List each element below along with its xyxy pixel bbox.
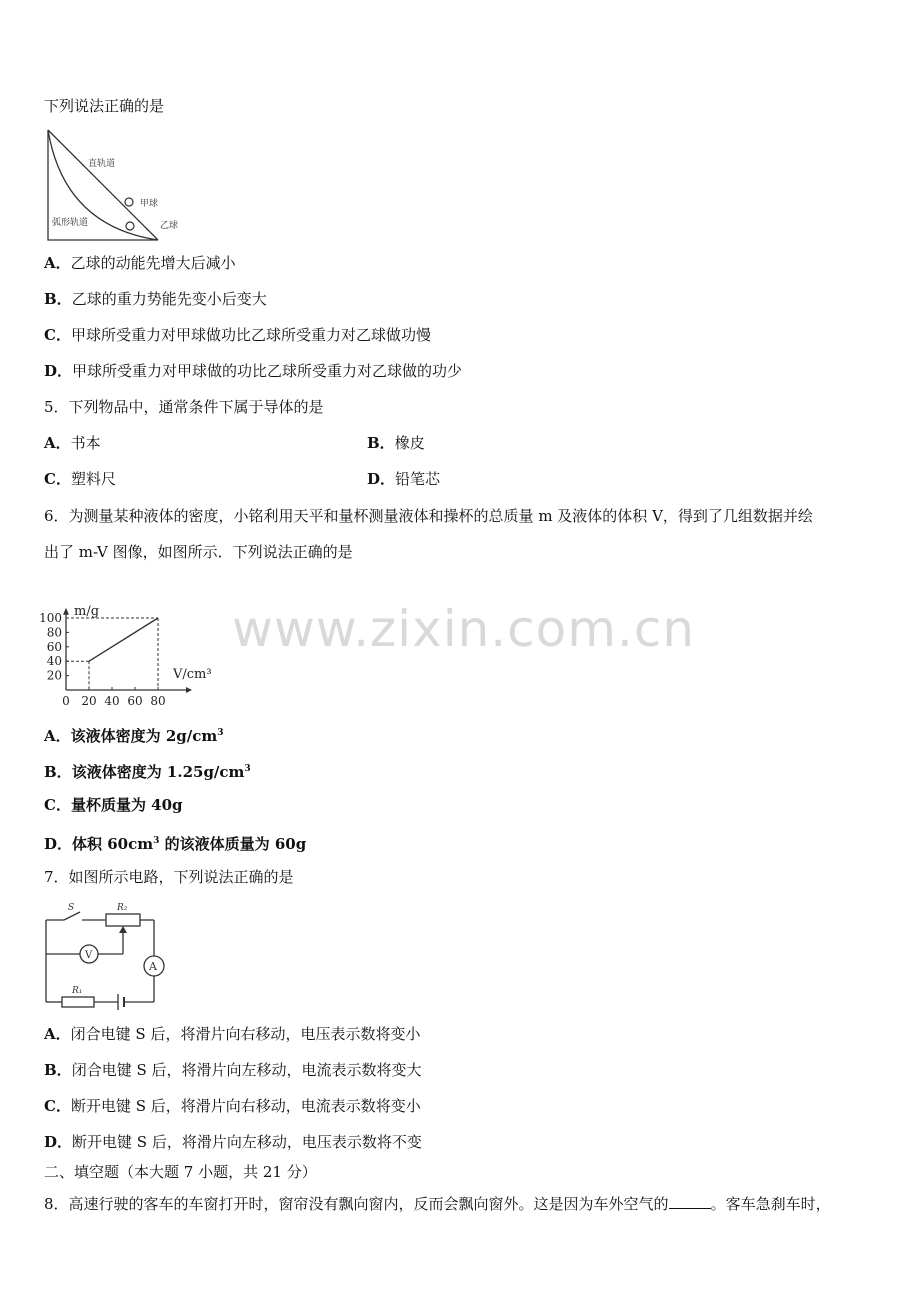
x-axis-label: V/cm³ — [173, 667, 212, 682]
q5-stem: 5．下列物品中，通常条件下属于导体的是 — [44, 398, 324, 416]
q7-option-a: A．闭合电键 S 后，将滑片向右移动，电压表示数将变小 — [44, 1025, 421, 1043]
q7-circuit-figure — [44, 898, 174, 1010]
q8-stem: 8．高速行驶的客车的车窗打开时，窗帘没有飘向窗内，反而会飘向窗外。这是因为车外空气的 。客车急刹车时， — [44, 1195, 831, 1213]
y-axis-arrow — [63, 608, 69, 615]
straight-track-label: 直轨道 — [88, 159, 116, 169]
q6-option-c: C．量杯质量为 40g — [44, 796, 183, 814]
ball-a-label: 甲球 — [140, 199, 159, 209]
q4-option-d: D．甲球所受重力对甲球做的功比乙球所受重力对乙球做的功少 — [44, 362, 463, 380]
ammeter-label: A — [149, 960, 157, 973]
q5-option-d: D．铅笔芯 — [367, 470, 441, 488]
switch-label: S — [68, 903, 75, 913]
section-heading: 二、填空题（本大题 7 小题，共 21 分） — [44, 1163, 317, 1181]
q5-option-c: C．塑料尺 — [44, 470, 116, 488]
q4-option-a: A．乙球的动能先增大后减小 — [44, 254, 236, 272]
x-tick-label: 60 — [127, 694, 143, 708]
q6-option-a: A．该液体密度为 $2g/cm^3$ — [44, 727, 224, 745]
q7-option-c: C．断开电键 S 后，将滑片向右移动，电流表示数将变小 — [44, 1097, 421, 1115]
y-tick-label: 80 — [46, 625, 62, 640]
q4-stem: 下列说法正确的是 — [44, 97, 165, 115]
x-tick-label: 80 — [150, 694, 166, 708]
q4-option-b: B．乙球的重力势能先变小后变大 — [44, 290, 267, 308]
q6-option-d: D．体积 $60cm^3$ 的该液体质量为 60g — [44, 835, 307, 853]
voltmeter-label: V — [85, 950, 93, 961]
y-tick-label: 40 — [46, 654, 62, 669]
y-tick-label: 60 — [46, 639, 62, 654]
answer-blank[interactable] — [669, 1194, 711, 1209]
q6-option-b: B．该液体密度为 $1.25g/cm^3$ — [44, 763, 251, 781]
q6-stem-line2: 出了 m-V 图像，如图所示．下列说法正确的是 — [44, 543, 353, 561]
q7-stem: 7．如图所示电路，下列说法正确的是 — [44, 868, 294, 886]
x-tick-label: 20 — [81, 694, 97, 708]
y-tick-label: 20 — [46, 668, 62, 683]
ball-b-label: 乙球 — [160, 221, 179, 231]
q7-option-b: B．闭合电键 S 后，将滑片向左移动，电流表示数将变大 — [44, 1061, 422, 1079]
data-line — [89, 618, 158, 661]
x-axis-arrow — [186, 687, 192, 693]
q5-option-a: A．书本 — [44, 434, 101, 452]
x-tick-label: 0 — [62, 694, 70, 708]
watermark: www.zixin.com.cn — [232, 600, 696, 658]
y-axis-label: m/g — [74, 603, 100, 619]
q4-track-figure — [44, 126, 194, 244]
q4-option-c: C．甲球所受重力对甲球做功比乙球所受重力对乙球做功慢 — [44, 326, 431, 344]
resistor-label: R₁ — [72, 986, 83, 996]
q7-option-d: D．断开电键 S 后，将滑片向左移动，电压表示数将不变 — [44, 1133, 422, 1151]
q6-stem-line1: 6．为测量某种液体的密度，小铭利用天平和量杯测量液体和操杯的总质量 m 及液体的体积 V，得到了几组数据并绘 — [44, 507, 813, 525]
rheostat-label: R₂ — [117, 903, 128, 913]
y-tick-label: 100 — [39, 611, 62, 625]
x-tick-label: 40 — [104, 694, 120, 708]
arc-track-label: 弧形轨道 — [52, 218, 89, 228]
q5-option-b: B．橡皮 — [367, 434, 425, 452]
